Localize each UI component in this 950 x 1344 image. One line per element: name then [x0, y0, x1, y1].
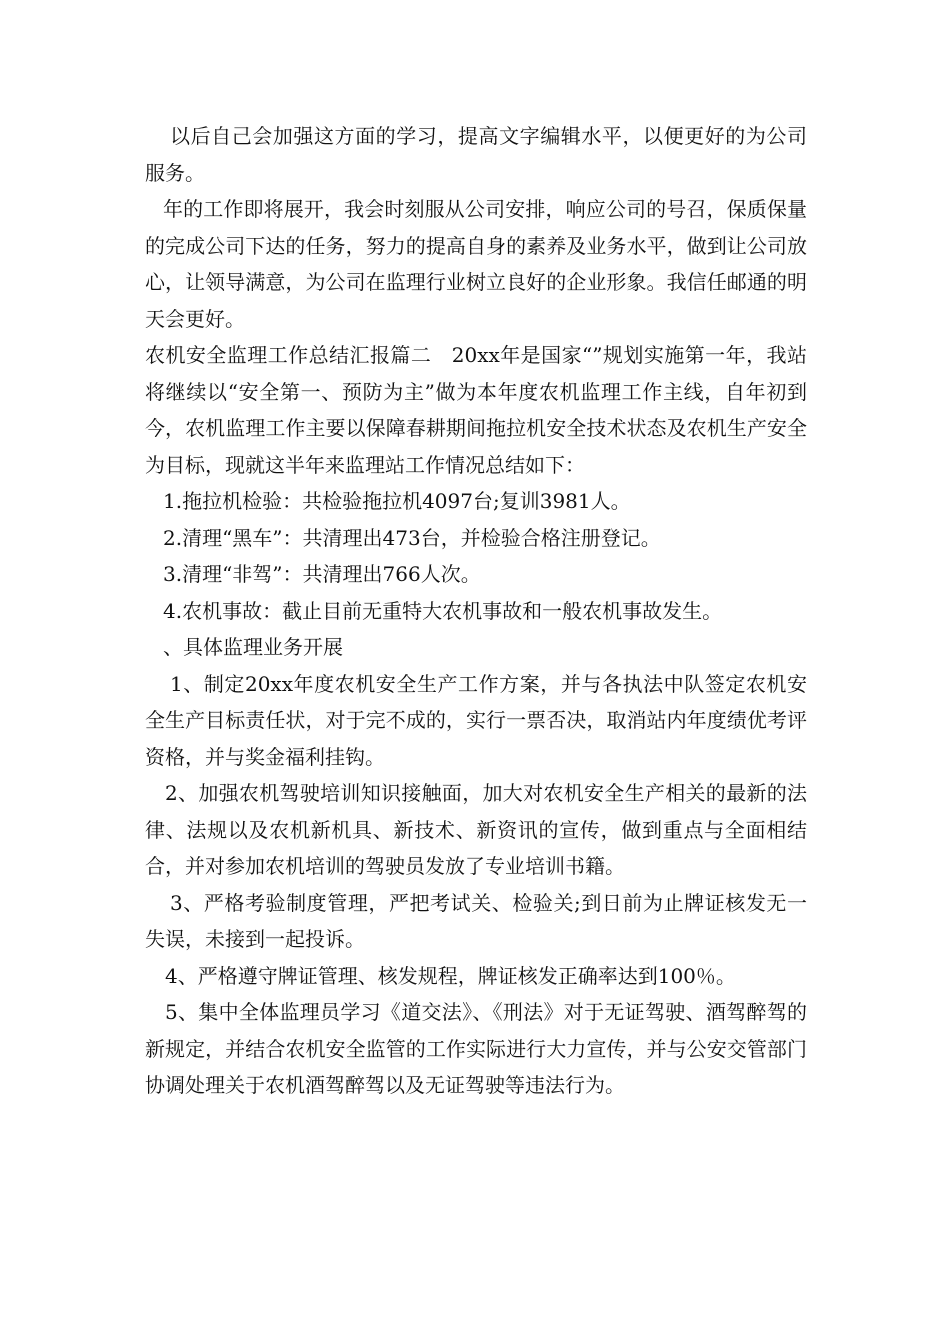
paragraph: 、具体监理业务开展 — [163, 635, 343, 659]
paragraph: 以后自己会加强这方面的学习，提高文字编辑水平，以便更好的为公司服务。 — [145, 124, 807, 185]
paragraph: 2、加强农机驾驶培训知识接触面，加大对农机安全生产相关的最新的法律、法规以及农机新机具、新技术、新资讯的宣传，做到重点与全面相结合，并对参加农机培训的驾驶员发放了专业培训书籍。 — [145, 781, 807, 878]
paragraph: 1.拖拉机检验：共检验拖拉机4097台;复训3981人。 — [163, 489, 631, 513]
paragraph: 1、制定20xx年度农机安全生产工作方案，并与各执法中队签定农机安全生产目标责任状，对于完不成的，实行一票否决，取消站内年度绩优考评资格，并与奖金福利挂钩。 — [145, 671, 807, 769]
paragraph: 3.清理“非驾”：共清理出766人次。 — [163, 562, 481, 586]
paragraph: 2.清理“黑车”：共清理出473台，并检验合格注册登记。 — [163, 525, 661, 550]
paragraph: 年的工作即将展开，我会时刻服从公司安排，响应公司的号召，保质保量的完成公司下达的任务，努力的提高自身的素养及业务水平，做到让公司放心，让领导满意，为公司在监理行业树立良好的企业形象。我信任邮通的明天会更好。 — [145, 197, 807, 331]
paragraph: 4.农机事故：截止目前无重特大农机事故和一般农机事故发生。 — [163, 598, 723, 623]
paragraph: 农机安全监理工作总结汇报篇二 20xx年是国家“”规划实施第一年，我站将继续以“安全第一、预防为主”做为本年度农机监理工作主线，自年初到今，农机监理工作主要以保障春耕期间拖拉机安全技术状态及农机生产安全为目标，现就这半年来监理站工作情况总结如下： — [145, 343, 807, 477]
paragraph: 4、严格遵守牌证管理、核发规程，牌证核发正确率达到100％。 — [165, 963, 736, 988]
document-body — [145, 118, 807, 1104]
paragraph: 5、集中全体监理员学习《道交法》、《刑法》对于无证驾驶、酒驾醉驾的新规定，并结合农机安全监管的工作实际进行大力宣传，并与公安交管部门协调处理关于农机酒驾醉驾以及无证驾驶等违法行为。 — [145, 1000, 807, 1097]
paragraph: 3、严格考验制度管理，严把考试关、检验关;到日前为止牌证核发无一失误，未接到一起投诉。 — [145, 890, 807, 951]
